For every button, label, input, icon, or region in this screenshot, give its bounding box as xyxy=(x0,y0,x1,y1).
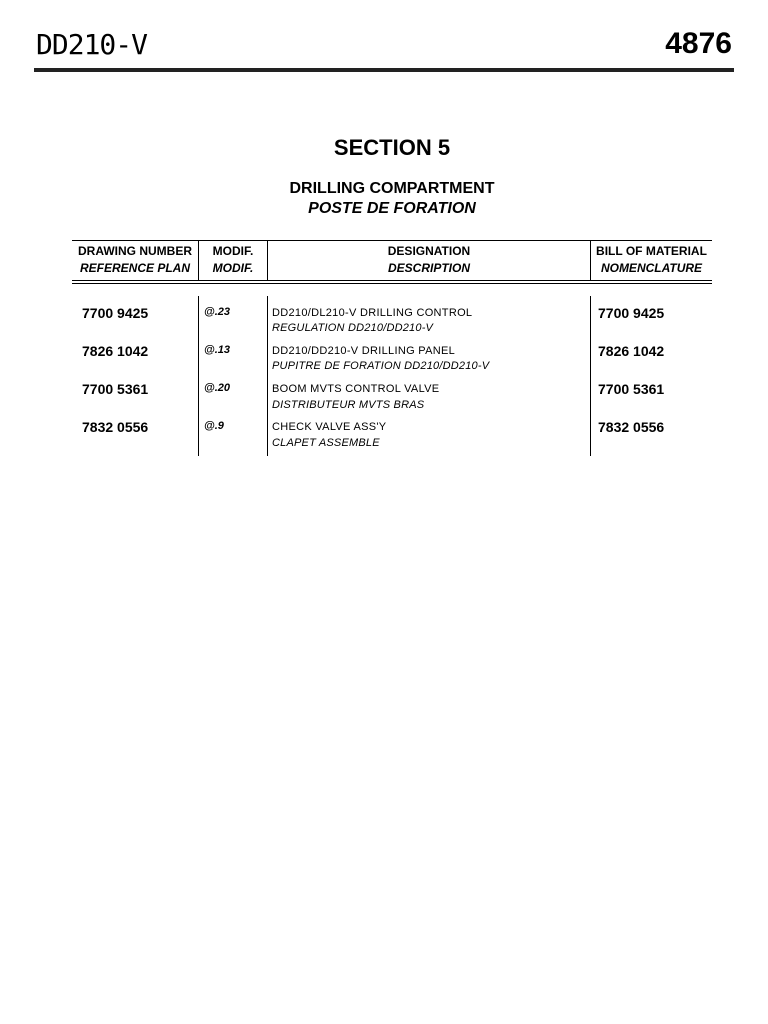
description-en: CHECK VALVE ASS'Y xyxy=(272,421,387,433)
col-header-reference-plan: REFERENCE PLAN xyxy=(79,261,190,275)
modif-code: @.9 xyxy=(204,420,224,432)
column-divider xyxy=(198,296,199,456)
col-header-designation: DESIGNATION xyxy=(387,244,471,258)
bill-of-material-number: 7826 1042 xyxy=(598,343,665,359)
modif-code: @.20 xyxy=(204,382,231,394)
col-header-description: DESCRIPTION xyxy=(387,261,470,275)
bill-of-material-number: 7700 5361 xyxy=(598,381,665,397)
description-en: BOOM MVTS CONTROL VALVE xyxy=(272,383,440,395)
section-subtitle-fr: POSTE DE FORATION xyxy=(308,200,476,217)
drawing-number: 7826 1042 xyxy=(82,343,149,359)
description-fr: REGULATION DD210/DD210-V xyxy=(272,322,434,334)
section-subtitle-en: DRILLING COMPARTMENT xyxy=(289,180,495,197)
col-header-drawing-number: DRAWING NUMBER xyxy=(78,244,192,258)
col-header-modif: MODIF. xyxy=(212,244,254,258)
table-top-rule xyxy=(72,240,712,241)
col-header-nomenclature: NOMENCLATURE xyxy=(600,261,703,275)
modif-code: @.13 xyxy=(204,344,231,356)
drawing-number: 7700 9425 xyxy=(82,305,149,321)
section-title: SECTION 5 xyxy=(333,135,451,160)
table-header-rule-2 xyxy=(72,283,712,284)
col-header-modif-fr: MODIF. xyxy=(212,261,254,275)
drawing-number: 7832 0556 xyxy=(82,419,149,435)
drawing-number: 7700 5361 xyxy=(82,381,149,397)
column-divider xyxy=(590,296,591,456)
col-header-bill-of-material: BILL OF MATERIAL xyxy=(596,244,707,258)
page-number: 4876 xyxy=(665,27,732,60)
bill-of-material-number: 7832 0556 xyxy=(598,419,665,435)
header-rule xyxy=(34,68,734,72)
column-divider xyxy=(267,296,268,456)
description-fr: CLAPET ASSEMBLE xyxy=(272,437,380,449)
description-en: DD210/DD210-V DRILLING PANEL xyxy=(272,345,456,357)
bill-of-material-number: 7700 9425 xyxy=(598,305,665,321)
description-fr: DISTRIBUTEUR MVTS BRAS xyxy=(272,399,425,411)
description-en: DD210/DL210-V DRILLING CONTROL xyxy=(272,307,473,319)
description-fr: PUPITRE DE FORATION DD210/DD210-V xyxy=(272,360,490,372)
model-title: DD210-V xyxy=(36,28,148,61)
modif-code: @.23 xyxy=(204,306,231,318)
table-header-rule-1 xyxy=(72,280,712,281)
